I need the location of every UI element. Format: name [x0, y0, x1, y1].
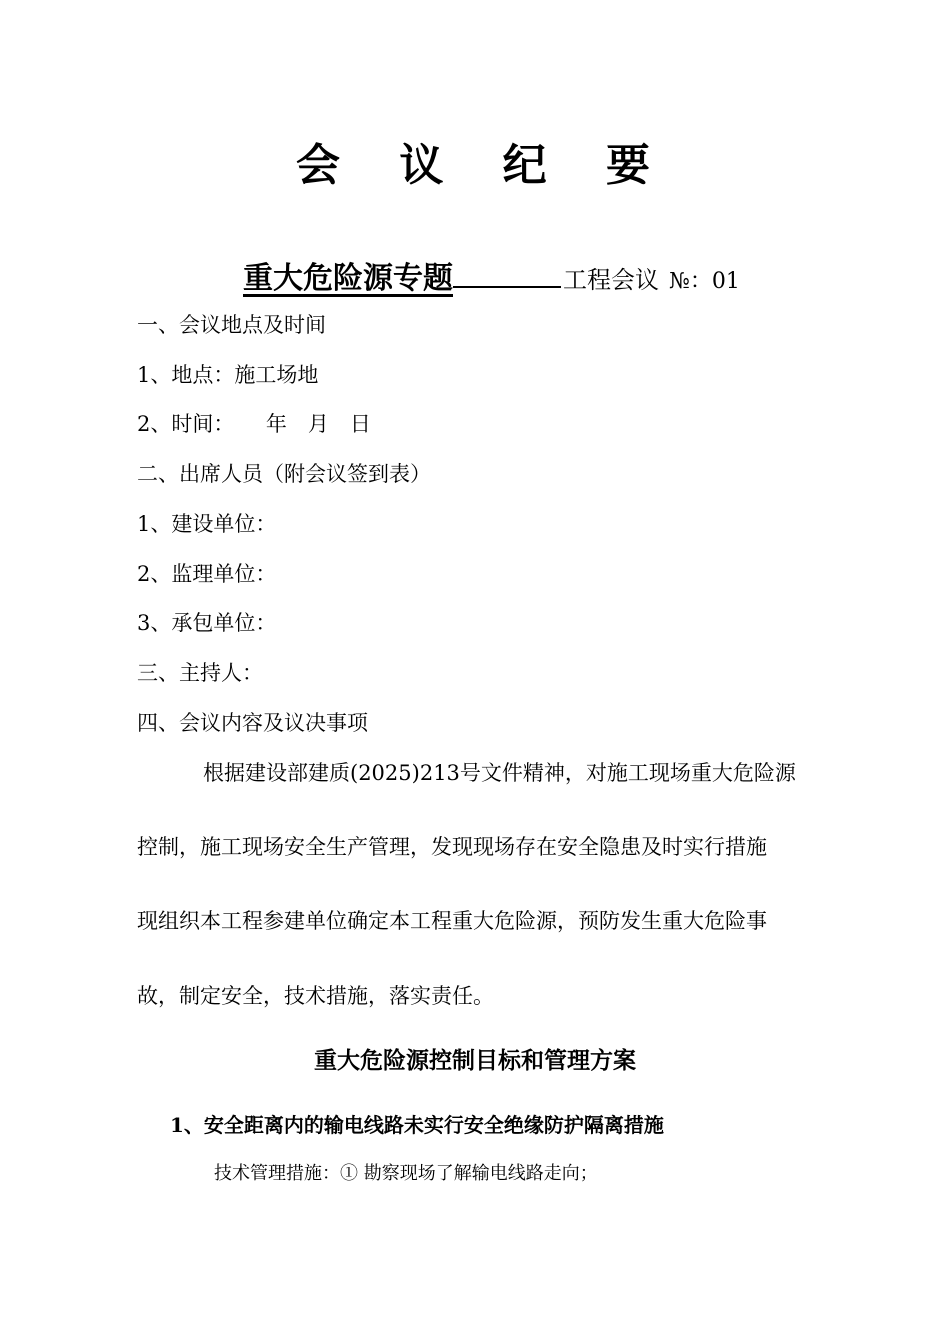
content-line-3: 现组织本工程参建单位确定本工程重大危险源，预防发生重大危险事 [137, 909, 767, 933]
content-line-1: 根据建设部建质(2025)213号文件精神，对施工现场重大危险源 [203, 761, 796, 785]
section-heading-content: 四、会议内容及议决事项 [137, 711, 368, 735]
document-title: 会 议 纪 要 [296, 140, 672, 191]
meeting-place: 1、地点：施工场地 [137, 363, 319, 387]
attendee-supervisor: 2、监理单位： [137, 562, 277, 586]
topic-blank-line [453, 258, 561, 288]
attendee-contractor: 3、承包单位： [137, 611, 277, 635]
meeting-type: 工程会议 [563, 266, 659, 294]
attendee-owner: 1、建设单位： [137, 512, 277, 536]
plan-measure-1: 技术管理措施：① 勘察现场了解输电线路走向； [214, 1163, 598, 1184]
plan-title: 重大危险源控制目标和管理方案 [314, 1048, 636, 1074]
meeting-number: №：01 [669, 269, 740, 294]
section-heading-attendees: 二、出席人员（附会议签到表） [137, 462, 431, 486]
section-heading-location-time: 一、会议地点及时间 [137, 313, 326, 337]
meeting-topic: 重大危险源专题 [243, 261, 453, 296]
section-heading-host: 三、主持人： [137, 661, 263, 685]
content-line-2: 控制，施工现场安全生产管理，发现现场存在安全隐患及时实行措施 [137, 835, 767, 859]
meeting-time: 2、时间： 年 月 日 [137, 412, 371, 436]
plan-item-1: 1、安全距离内的输电线路未实行安全绝缘防护隔离措施 [170, 1113, 664, 1137]
meeting-subtitle [243, 258, 740, 300]
content-line-4: 故，制定安全，技术措施，落实责任。 [137, 984, 494, 1008]
